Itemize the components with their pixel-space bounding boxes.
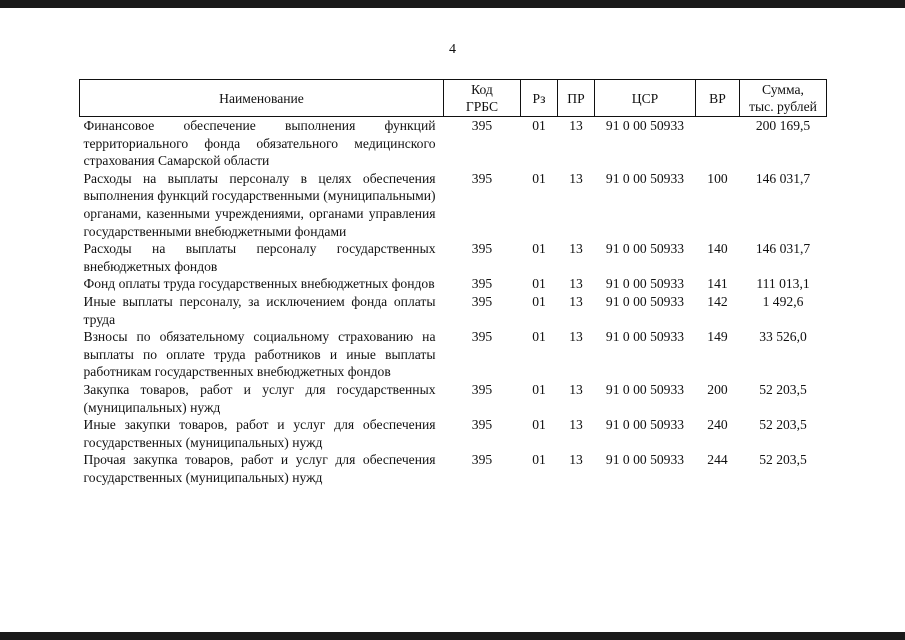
table-body — [80, 117, 827, 487]
table-row — [80, 381, 827, 416]
row-csr: 91 0 00 50933 — [605, 293, 685, 309]
row-rz: 01 — [532, 452, 546, 468]
row-rz: 01 — [532, 118, 546, 133]
table-row — [80, 275, 827, 293]
header-sum-line1: Сумма, — [762, 82, 804, 97]
header-name: Наименование — [80, 80, 444, 117]
table-row — [80, 416, 827, 451]
row-vr: 240 — [707, 417, 728, 433]
row-csr: 91 0 00 50933 — [605, 276, 685, 292]
header-grbs-line2: ГРБС — [465, 99, 499, 114]
scan-bottom-border — [0, 632, 905, 640]
row-rz: 01 — [532, 417, 546, 433]
row-vr: 244 — [707, 452, 728, 468]
row-csr: 91 0 00 50933 — [605, 170, 685, 186]
row-vr: 141 — [707, 276, 728, 292]
header-csr: ЦСР — [595, 80, 696, 117]
row-rz: 01 — [532, 329, 546, 345]
row-pr: 13 — [569, 118, 583, 133]
row-name: Прочая закупка товаров, работ и услуг для обеспечения государственных (муниципальных) нужд — [83, 452, 436, 485]
row-vr: 140 — [707, 241, 728, 257]
row-csr: 91 0 00 50933 — [605, 381, 685, 397]
row-name: Иные закупки товаров, работ и услуг для обеспечения государственных (муниципальных) нужд — [83, 417, 436, 450]
row-vr: 149 — [707, 329, 728, 345]
header-grbs-line1: Код — [471, 82, 493, 97]
header-sum-line2: тыс. рублей — [749, 99, 817, 114]
table-row — [80, 293, 827, 328]
row-grbs: 395 — [471, 417, 493, 433]
row-csr: 91 0 00 50933 — [605, 417, 685, 433]
row-name: Иные выплаты персоналу, за исключением фонда оплаты труда — [83, 293, 436, 327]
row-sum: 111 013,1 — [756, 276, 810, 292]
row-grbs: 395 — [471, 276, 493, 292]
row-grbs: 395 — [471, 381, 493, 397]
row-grbs: 395 — [471, 170, 493, 186]
row-name: Расходы на выплаты персоналу государственных внебюджетных фондов — [83, 241, 436, 274]
row-pr: 13 — [569, 381, 583, 397]
row-pr: 13 — [569, 417, 583, 433]
row-rz: 01 — [532, 276, 546, 292]
header-pr: ПР — [558, 80, 595, 117]
row-vr — [696, 117, 740, 170]
row-vr: 200 — [707, 381, 728, 397]
header-grbs — [444, 80, 521, 117]
row-pr: 13 — [569, 241, 583, 257]
row-sum: 52 203,5 — [759, 381, 807, 397]
row-pr: 13 — [569, 276, 583, 292]
header-rz: Рз — [521, 80, 558, 117]
budget-table — [79, 79, 827, 486]
row-vr: 142 — [707, 293, 728, 309]
row-sum: 33 526,0 — [759, 329, 807, 345]
table-row — [80, 240, 827, 275]
row-name: Взносы по обязательному социальному страхованию на выплаты по оплате труда работников и иные выплаты работникам государственных внебюджетных фондов — [83, 329, 436, 380]
row-pr: 13 — [569, 170, 583, 186]
row-rz: 01 — [532, 293, 546, 309]
row-csr: 91 0 00 50933 — [605, 118, 685, 133]
table-row — [80, 328, 827, 381]
row-grbs: 395 — [471, 452, 493, 468]
row-sum: 52 203,5 — [759, 417, 807, 433]
row-sum: 200 169,5 — [755, 118, 811, 133]
row-name: Фонд оплаты труда государственных внебюджетных фондов — [83, 276, 435, 292]
row-csr: 91 0 00 50933 — [605, 452, 685, 468]
row-rz: 01 — [532, 381, 546, 397]
row-sum: 1 492,6 — [762, 293, 804, 309]
row-sum: 52 203,5 — [759, 452, 807, 468]
row-grbs: 395 — [471, 293, 493, 309]
row-grbs: 395 — [471, 118, 493, 133]
row-rz: 01 — [532, 241, 546, 257]
table-row — [80, 170, 827, 240]
row-pr: 13 — [569, 293, 583, 309]
row-name: Финансовое обеспечение выполнения функций территориального фонда обязательного медицинского страхования Самарской области — [83, 118, 436, 169]
header-vr: ВР — [696, 80, 740, 117]
table-row — [80, 117, 827, 170]
row-vr: 100 — [707, 170, 728, 186]
scan-top-border — [0, 0, 905, 8]
table-row — [80, 451, 827, 486]
row-pr: 13 — [569, 329, 583, 345]
table-header-row — [80, 80, 827, 117]
row-sum: 146 031,7 — [755, 170, 811, 186]
row-csr: 91 0 00 50933 — [605, 329, 685, 345]
row-grbs: 395 — [471, 241, 493, 257]
row-pr: 13 — [569, 452, 583, 468]
row-rz: 01 — [532, 170, 546, 186]
header-sum — [740, 80, 827, 117]
row-csr: 91 0 00 50933 — [605, 241, 685, 257]
row-name: Закупка товаров, работ и услуг для государственных (муниципальных) нужд — [83, 381, 436, 415]
row-sum: 146 031,7 — [755, 241, 811, 257]
page-number: 4 — [449, 42, 456, 57]
row-grbs: 395 — [471, 329, 493, 345]
row-name: Расходы на выплаты персоналу в целях обеспечения выполнения функций государственными (муниципальными) органами, казенными учреждениями, органами управления государственными внебюджетными фондами — [83, 170, 436, 239]
